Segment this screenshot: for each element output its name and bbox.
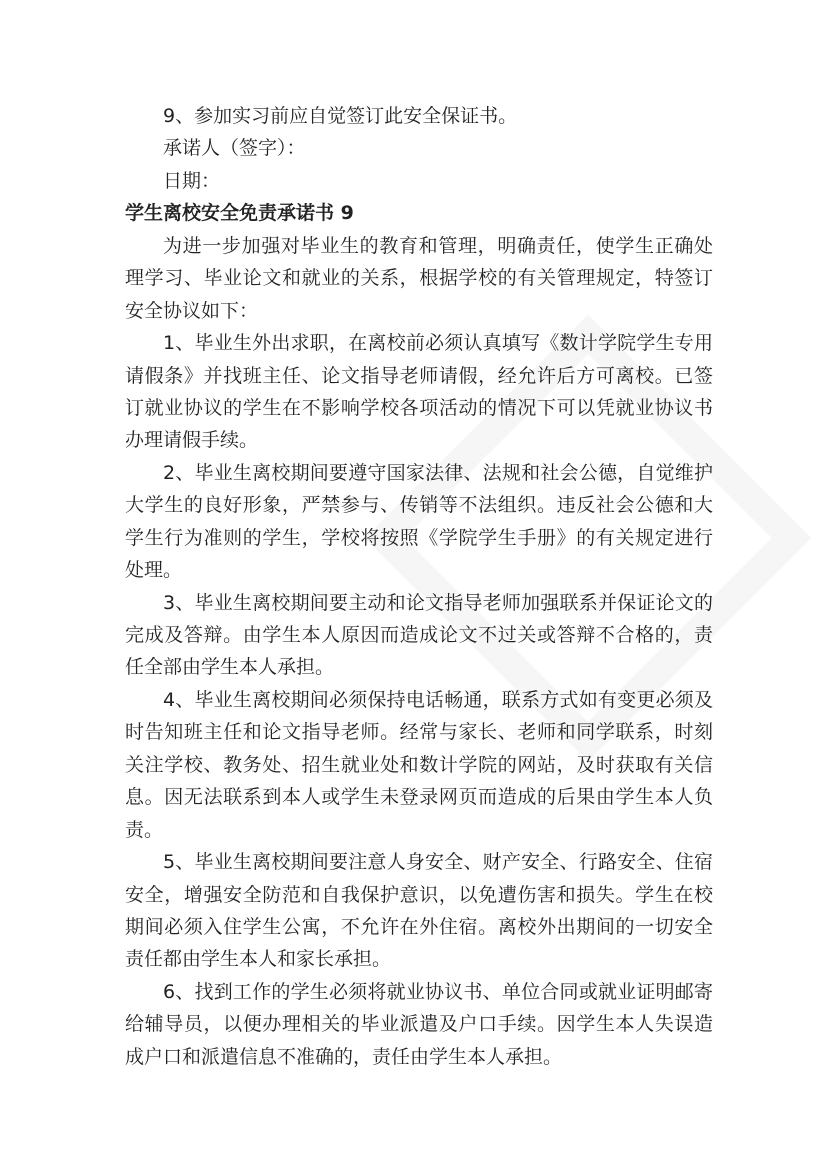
paragraph [125, 846, 713, 976]
paragraph-line: 6、找到工作的学生必须将就业协议书、单位合同或就业证明邮寄 [163, 980, 713, 1003]
paragraph-line: 2、毕业生离校期间要遵守国家法律、法规和社会公德，自觉维护 [163, 461, 713, 484]
paragraph-line: 大学生的良好形象，严禁参与、传销等不法组织。违反社会公德和大 [125, 494, 713, 517]
paragraph-line: 请假条》并找班主任、论文指导老师请假，经允许后方可离校。已签 [125, 364, 713, 387]
paragraph-line: 5、毕业生离校期间要注意人身安全、财产安全、行路安全、住宿 [163, 851, 713, 874]
paragraph-line: 办理请假手续。 [125, 429, 259, 452]
paragraph-line: 责。 [125, 818, 164, 841]
paragraph [125, 457, 713, 587]
paragraph-line: 安全，增强安全防范和自我保护意识，以免遭伤害和损失。学生在校 [125, 883, 713, 906]
paragraph-line: 为进一步加强对毕业生的教育和管理，明确责任，使学生正确处 [163, 234, 713, 257]
paragraph [125, 230, 713, 327]
paragraph-line: 理学习、毕业论文和就业的关系，根据学校的有关管理规定，特签订 [125, 267, 713, 290]
paragraph-line: 4、毕业生离校期间必须保持电话畅通，联系方式如有变更必须及 [163, 688, 713, 711]
signature-label: 承诺人（签字）： [163, 137, 306, 160]
paragraph-line: 任全部由学生本人承担。 [125, 656, 335, 679]
paragraph [125, 976, 713, 1073]
paragraph-line: 成户口和派遣信息不准确的，责任由学生本人承担。 [125, 1045, 563, 1068]
paragraph [125, 587, 713, 684]
paragraph-line: 给辅导员，以便办理相关的毕业派遣及户口手续。因学生本人失误造 [125, 1013, 713, 1036]
paragraph-line: 期间必须入住学生公寓，不允许在外住宿。离校外出期间的一切安全 [125, 915, 713, 938]
paragraph [125, 684, 713, 846]
clause-9: 9、参加实习前应自觉签订此安全保证书。 [163, 105, 518, 127]
paragraph-line: 息。因无法联系到本人或学生未登录网页而造成的后果由学生本人负 [125, 786, 713, 809]
paragraph-line: 1、毕业生外出求职，在离校前必须认真填写《数计学院学生专用 [163, 332, 713, 355]
paragraph-line: 责任都由学生本人和家长承担。 [125, 948, 392, 971]
section-title: 学生离校安全免责承诺书 9 [125, 202, 354, 225]
paragraph-line: 学生行为准则的学生，学校将按照《学院学生手册》的有关规定进行 [125, 526, 713, 549]
paragraph-line: 时告知班主任和论文指导老师。经常与家长、老师和同学联系，时刻 [125, 721, 713, 744]
paragraph-line: 安全协议如下： [125, 299, 259, 322]
paragraph-line: 3、毕业生离校期间要主动和论文指导老师加强联系并保证论文的 [163, 591, 713, 614]
date-label: 日期： [163, 169, 221, 192]
document-page [125, 100, 713, 1073]
paragraph [125, 327, 713, 457]
paragraph-line: 处理。 [125, 559, 183, 582]
body-paragraphs [125, 230, 713, 1073]
paragraph-line: 订就业协议的学生在不影响学校各项活动的情况下可以凭就业协议书 [125, 396, 713, 419]
paragraph-line: 完成及答辩。由学生本人原因而造成论文不过关或答辩不合格的，责 [125, 624, 713, 646]
paragraph-line: 关注学校、教务处、招生就业处和数计学院的网站，及时获取有关信 [125, 753, 713, 776]
